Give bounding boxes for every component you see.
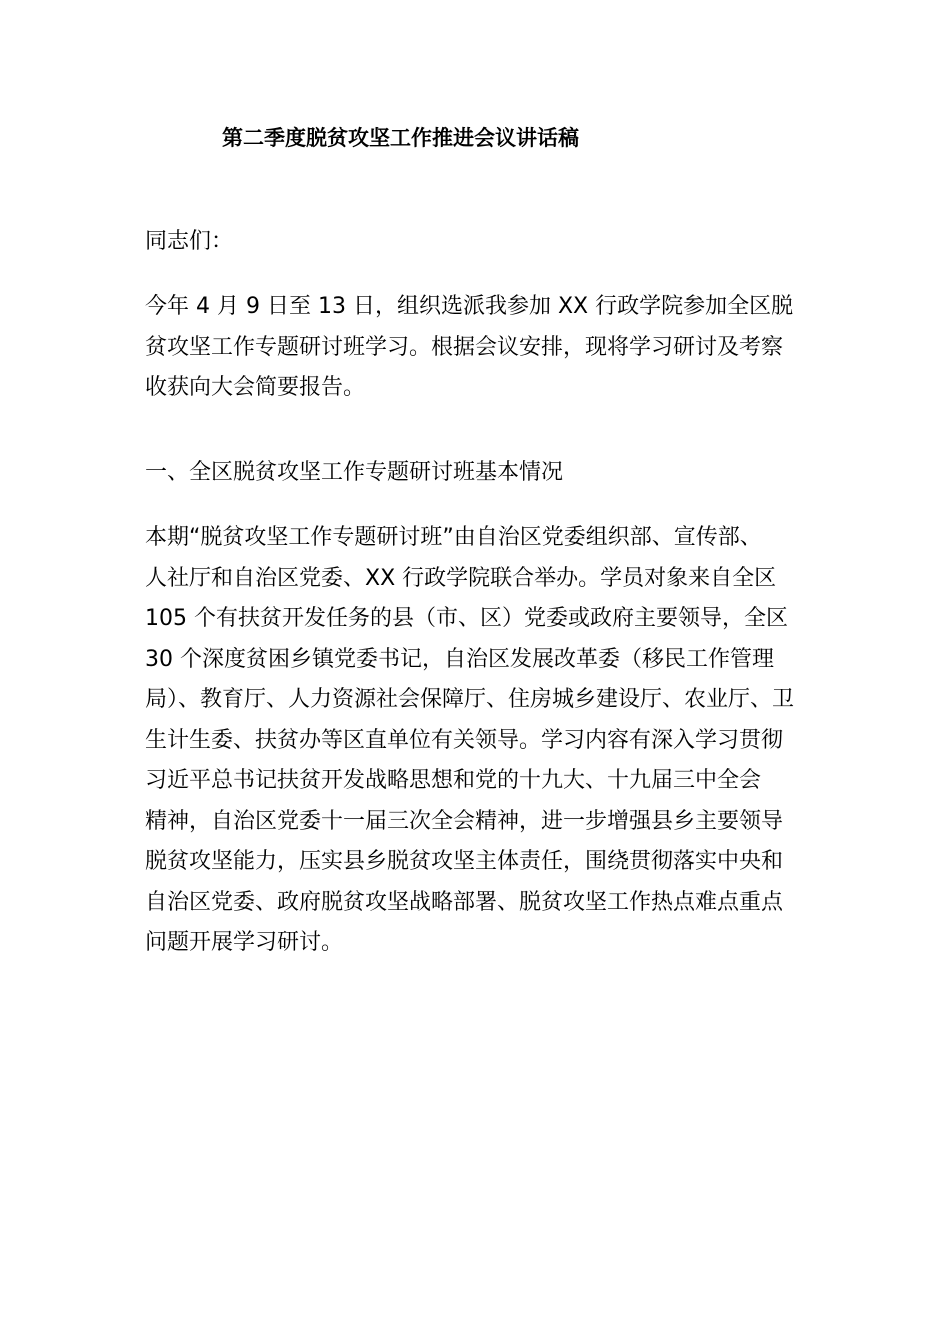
salutation-line: 同志们：	[145, 229, 234, 254]
paragraph-2-line: 生计生委、扶贫办等区直单位有关领导。学习内容有深入学习贯彻	[145, 727, 784, 753]
document-title: 第二季度脱贫攻坚工作推进会议讲话稿	[222, 126, 579, 150]
paragraph-2-line: 30 个深度贫困乡镇党委书记，自治区发展改革委（移民工作管理	[145, 646, 774, 672]
paragraph-1	[145, 287, 810, 409]
paragraph-2-line: 人社厅和自治区党委、XX 行政学院联合举办。学员对象来自全区	[145, 565, 777, 591]
paragraph-2-line: 自治区党委、政府脱贫攻坚战略部署、脱贫攻坚工作热点难点重点	[145, 889, 784, 915]
section-heading-1-text: 一、全区脱贫攻坚工作专题研讨班基本情况	[145, 460, 564, 485]
paragraph-1-line: 今年 4 月 9 日至 13 日，组织选派我参加 XX 行政学院参加全区脱	[145, 294, 794, 319]
paragraph-2-line: 问题开展学习研讨。	[145, 930, 344, 955]
section-heading-1	[145, 453, 810, 494]
salutation	[145, 222, 810, 263]
paragraph-2-line: 105 个有扶贫开发任务的县（市、区）党委或政府主要领导，全区	[145, 606, 788, 631]
paragraph-2-line: 局）、教育厅、人力资源社会保障厅、住房城乡建设厅、农业厅、卫	[145, 687, 795, 712]
paragraph-2-line: 精神，自治区党委十一届三次全会精神，进一步增强县乡主要领导	[145, 808, 784, 834]
paragraph-2-line: 本期“脱贫攻坚工作专题研讨班”由自治区党委组织部、宣传部、	[145, 525, 762, 550]
paragraph-1-line: 收获向大会简要报告。	[145, 375, 366, 400]
paragraph-2-line: 习近平总书记扶贫开发战略思想和党的十九大、十九届三中全会	[145, 768, 762, 793]
paragraph-1-line: 贫攻坚工作专题研讨班学习。根据会议安排，现将学习研讨及考察	[145, 334, 784, 360]
paragraph-2	[145, 518, 810, 964]
paragraph-2-line: 脱贫攻坚能力，压实县乡脱贫攻坚主体责任，围绕贯彻落实中央和	[145, 849, 784, 874]
